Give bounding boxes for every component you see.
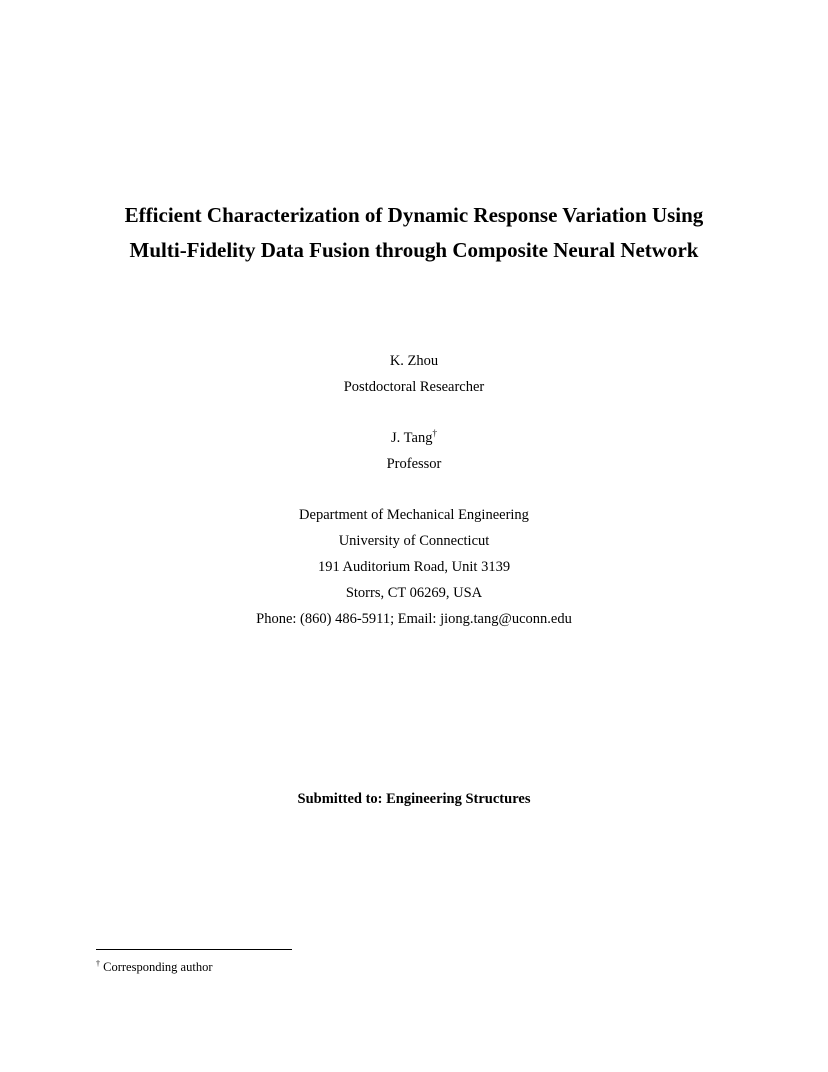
footnote-divider bbox=[96, 949, 292, 950]
affiliation-university: University of Connecticut bbox=[338, 533, 490, 549]
author-block-2 bbox=[0, 425, 828, 477]
author-role: Postdoctoral Researcher bbox=[343, 379, 485, 395]
footnote-text: Corresponding author bbox=[100, 960, 213, 974]
affiliation-contact: Phone: (860) 486-5911; Email: jiong.tang@uconn.edu bbox=[256, 611, 572, 627]
author-role: Professor bbox=[386, 456, 442, 472]
author-block-1 bbox=[0, 348, 828, 400]
author-name-text: K. Zhou bbox=[389, 353, 439, 369]
affiliation-city: Storrs, CT 06269, USA bbox=[345, 585, 483, 601]
footnote-mark: † bbox=[96, 959, 100, 968]
submission-note bbox=[0, 786, 828, 812]
affiliation-block bbox=[0, 502, 828, 632]
paper-title bbox=[0, 198, 828, 268]
submission-text: Submitted to: Engineering Structures bbox=[297, 791, 531, 807]
corresponding-author-mark: † bbox=[432, 428, 437, 438]
paper-title-line-1: Efficient Characterization of Dynamic Response Variation Using bbox=[124, 203, 704, 227]
author-name-text: J. Tang bbox=[391, 430, 433, 446]
author-name bbox=[0, 425, 828, 451]
author-name bbox=[0, 348, 828, 374]
affiliation-street: 191 Auditorium Road, Unit 3139 bbox=[317, 559, 511, 575]
paper-title-line-2: Multi-Fidelity Data Fusion through Composite Neural Network bbox=[129, 238, 699, 262]
affiliation-department: Department of Mechanical Engineering bbox=[299, 507, 529, 523]
footnote bbox=[96, 958, 212, 976]
